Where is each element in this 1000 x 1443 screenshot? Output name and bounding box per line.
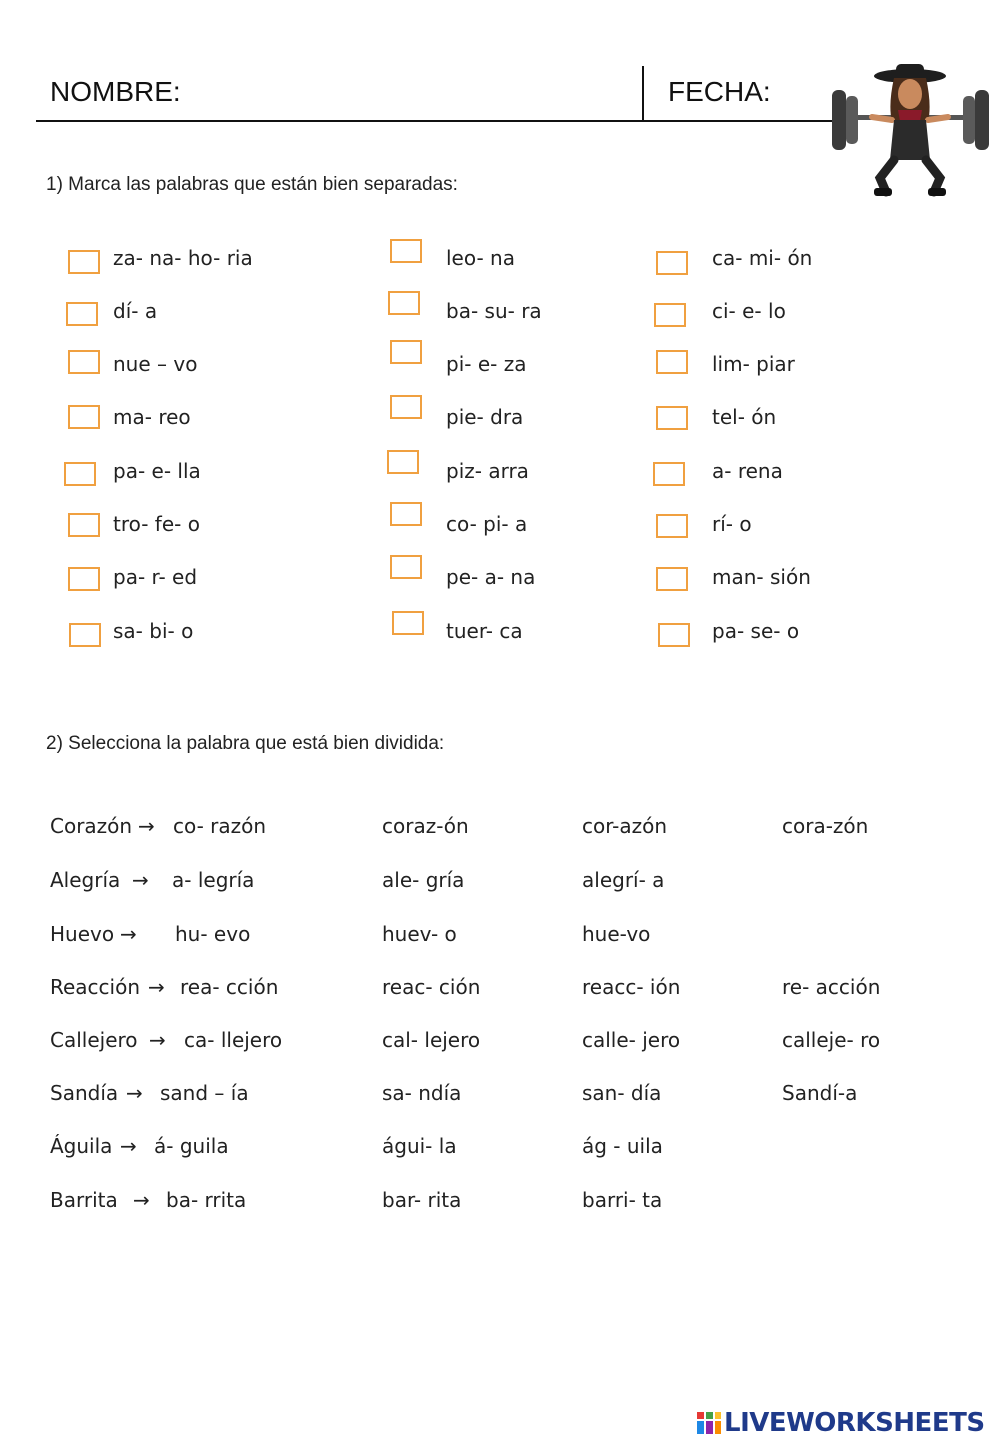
source-word: Reacción bbox=[50, 975, 141, 999]
checkbox[interactable] bbox=[390, 502, 422, 526]
word-option: pi- e- za bbox=[446, 352, 527, 376]
checkbox[interactable] bbox=[68, 513, 100, 537]
arrow-icon: → bbox=[149, 1028, 166, 1052]
division-option[interactable]: barri- ta bbox=[582, 1188, 663, 1212]
division-option[interactable]: ca- llejero bbox=[184, 1028, 283, 1052]
word-option: tel- ón bbox=[712, 405, 777, 429]
word-option: leo- na bbox=[446, 246, 515, 270]
division-option[interactable]: águi- la bbox=[382, 1134, 457, 1158]
checkbox[interactable] bbox=[390, 239, 422, 263]
word-option: pa- r- ed bbox=[113, 565, 198, 589]
division-option[interactable]: alegrí- a bbox=[582, 868, 665, 892]
checkbox[interactable] bbox=[656, 406, 688, 430]
weightlifter-mascot-icon bbox=[828, 60, 993, 200]
division-option[interactable]: hue-vo bbox=[582, 922, 651, 946]
logo-text: LIVEWORKSHEETS bbox=[724, 1408, 985, 1438]
arrow-icon: → bbox=[148, 975, 165, 999]
arrow-icon: → bbox=[120, 1134, 137, 1158]
checkbox[interactable] bbox=[64, 462, 96, 486]
word-option: a- rena bbox=[712, 459, 783, 483]
division-option[interactable]: co- razón bbox=[173, 814, 267, 838]
division-option[interactable]: hu- evo bbox=[175, 922, 251, 946]
source-word: Huevo bbox=[50, 922, 115, 946]
checkbox[interactable] bbox=[656, 567, 688, 591]
word-option: rí- o bbox=[712, 512, 752, 536]
checkbox[interactable] bbox=[656, 251, 688, 275]
word-option: ba- su- ra bbox=[446, 299, 542, 323]
arrow-icon: → bbox=[126, 1081, 143, 1105]
checkbox[interactable] bbox=[390, 340, 422, 364]
word-option: piz- arra bbox=[446, 459, 529, 483]
checkbox[interactable] bbox=[656, 514, 688, 538]
source-word: Águila bbox=[50, 1134, 113, 1158]
checkbox[interactable] bbox=[388, 291, 420, 315]
division-option[interactable]: rea- cción bbox=[180, 975, 279, 999]
division-option[interactable]: calleje- ro bbox=[782, 1028, 881, 1052]
word-option: pa- se- o bbox=[712, 619, 800, 643]
division-option[interactable]: bar- rita bbox=[382, 1188, 462, 1212]
checkbox[interactable] bbox=[387, 450, 419, 474]
arrow-icon: → bbox=[120, 922, 137, 946]
word-option: pe- a- na bbox=[446, 565, 536, 589]
division-option[interactable]: cor-azón bbox=[582, 814, 668, 838]
word-option: tro- fe- o bbox=[113, 512, 200, 536]
source-word: Callejero bbox=[50, 1028, 138, 1052]
checkbox[interactable] bbox=[69, 623, 101, 647]
checkbox[interactable] bbox=[66, 302, 98, 326]
division-option[interactable]: re- acción bbox=[782, 975, 881, 999]
liveworksheets-mark-icon bbox=[696, 1410, 722, 1436]
checkbox[interactable] bbox=[654, 303, 686, 327]
division-option[interactable]: cal- lejero bbox=[382, 1028, 481, 1052]
word-option: nue – vo bbox=[113, 352, 198, 376]
word-option: pa- e- lla bbox=[113, 459, 201, 483]
source-word: Barrita bbox=[50, 1188, 118, 1212]
checkbox[interactable] bbox=[653, 462, 685, 486]
word-option: pie- dra bbox=[446, 405, 524, 429]
division-option[interactable]: Sandí-a bbox=[782, 1081, 858, 1105]
name-label: NOMBRE: bbox=[50, 76, 181, 107]
section2-instruction: 2) Selecciona la palabra que está bien dividida: bbox=[46, 733, 445, 754]
word-option: co- pi- a bbox=[446, 512, 528, 536]
division-option[interactable]: ale- gría bbox=[382, 868, 465, 892]
division-option[interactable]: coraz-ón bbox=[382, 814, 469, 838]
division-option[interactable]: san- día bbox=[582, 1081, 662, 1105]
word-option: man- sión bbox=[712, 565, 811, 589]
word-option: dí- a bbox=[113, 299, 158, 323]
liveworksheets-logo bbox=[696, 1407, 985, 1439]
header-underline bbox=[36, 120, 836, 122]
division-option[interactable]: calle- jero bbox=[582, 1028, 681, 1052]
word-option: ci- e- lo bbox=[712, 299, 786, 323]
arrow-icon: → bbox=[138, 814, 155, 838]
division-option[interactable]: reacc- ión bbox=[582, 975, 681, 999]
word-option: ma- reo bbox=[113, 405, 191, 429]
division-option[interactable]: ág - uila bbox=[582, 1134, 663, 1158]
checkbox[interactable] bbox=[390, 395, 422, 419]
division-option[interactable]: sa- ndía bbox=[382, 1081, 462, 1105]
division-option[interactable]: reac- ción bbox=[382, 975, 481, 999]
division-option[interactable]: sand – ía bbox=[160, 1081, 249, 1105]
checkbox[interactable] bbox=[68, 250, 100, 274]
word-option: tuer- ca bbox=[446, 619, 523, 643]
section1-instruction: 1) Marca las palabras que están bien separadas: bbox=[46, 174, 458, 195]
division-option[interactable]: a- legría bbox=[172, 868, 255, 892]
word-option: za- na- ho- ria bbox=[113, 246, 253, 270]
checkbox[interactable] bbox=[68, 567, 100, 591]
checkbox[interactable] bbox=[68, 405, 100, 429]
checkbox[interactable] bbox=[68, 350, 100, 374]
checkbox[interactable] bbox=[392, 611, 424, 635]
source-word: Corazón bbox=[50, 814, 133, 838]
header-divider bbox=[642, 66, 644, 121]
source-word: Alegría bbox=[50, 868, 121, 892]
source-word: Sandía bbox=[50, 1081, 119, 1105]
division-option[interactable]: huev- o bbox=[382, 922, 457, 946]
checkbox[interactable] bbox=[390, 555, 422, 579]
date-label: FECHA: bbox=[668, 76, 771, 107]
arrow-icon: → bbox=[133, 1188, 150, 1212]
checkbox[interactable] bbox=[656, 350, 688, 374]
arrow-icon: → bbox=[132, 868, 149, 892]
word-option: lim- piar bbox=[712, 352, 795, 376]
division-option[interactable]: ba- rrita bbox=[166, 1188, 247, 1212]
word-option: sa- bi- o bbox=[113, 619, 194, 643]
division-option[interactable]: á- guila bbox=[154, 1134, 229, 1158]
word-option: ca- mi- ón bbox=[712, 246, 813, 270]
division-option[interactable]: cora-zón bbox=[782, 814, 869, 838]
checkbox[interactable] bbox=[658, 623, 690, 647]
